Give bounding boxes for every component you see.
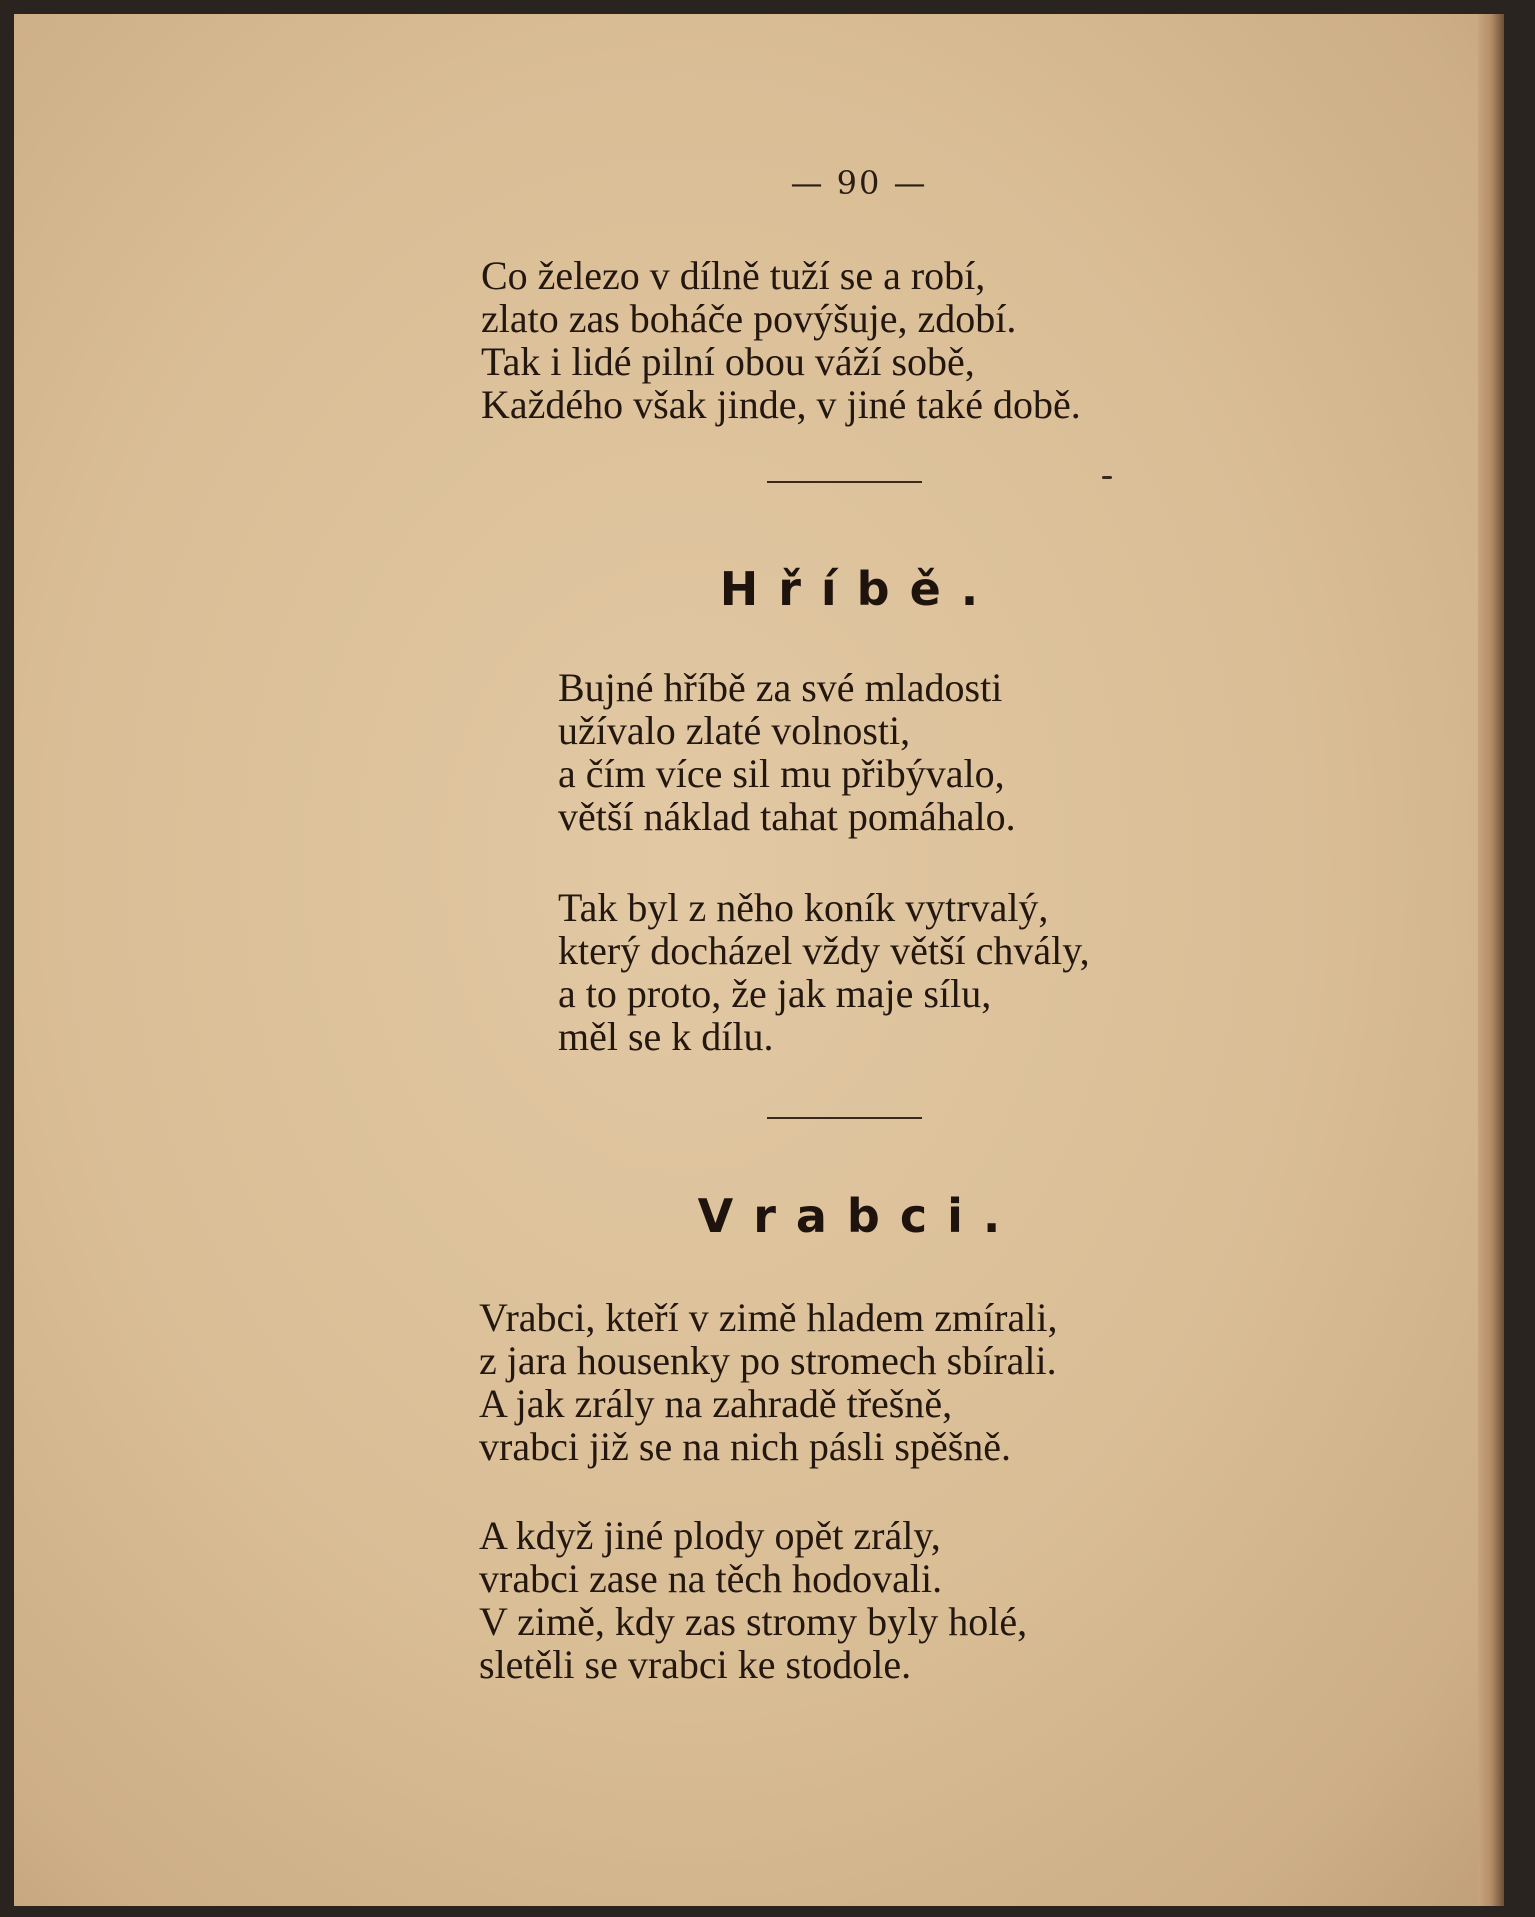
poem-line: který docházel vždy větší chvály, — [558, 928, 1090, 973]
poem-line: větší náklad tahat pomáhalo. — [558, 794, 1016, 839]
ink-speck — [1102, 476, 1112, 479]
poem-title-vrabci: Vrabci. — [697, 1189, 1021, 1243]
hribe-stanza-1 — [558, 666, 1016, 838]
poem-line: užívalo zlaté volnosti, — [558, 708, 911, 753]
poem-end-stanza — [481, 254, 1081, 426]
poem-line: zlato zas boháče povýšuje, zdobí. — [481, 296, 1017, 341]
poem-line: Tak byl z něho koník vytrvalý, — [558, 885, 1049, 930]
poem-line: A když jiné plody opět zrály, — [479, 1513, 941, 1558]
poem-line: Co železo v dílně tuží se a robí, — [481, 253, 986, 298]
poem-title-hribe: Hříbě. — [719, 562, 999, 616]
poem-line: a to proto, že jak maje sílu, — [558, 971, 992, 1016]
poem-line: Bujné hříbě za své mladosti — [558, 665, 1003, 710]
poem-line: Vrabci, kteří v zimě hladem zmírali, — [479, 1295, 1058, 1340]
book-page — [14, 14, 1504, 1906]
poem-line: z jara housenky po stromech sbírali. — [479, 1338, 1057, 1383]
poem-line: V zimě, kdy zas stromy byly holé, — [479, 1599, 1028, 1644]
poem-line: A jak zrály na zahradě třešně, — [479, 1381, 953, 1426]
poem-line: vrabci již se na nich pásli spěšně. — [479, 1424, 1012, 1469]
section-divider — [767, 481, 922, 483]
poem-line: vrabci zase na těch hodovali. — [479, 1556, 943, 1601]
poem-line: a čím více sil mu přibývalo, — [558, 751, 1005, 796]
page-spine-shadow — [1478, 14, 1504, 1906]
poem-line: Každého však jinde, v jiné také době. — [481, 382, 1081, 427]
vrabci-stanza-1 — [479, 1296, 1057, 1468]
poem-line: měl se k dílu. — [558, 1014, 774, 1059]
poem-line: sletěli se vrabci ke stodole. — [479, 1642, 912, 1687]
page-number: — 90 — — [790, 164, 928, 202]
section-divider — [767, 1117, 922, 1119]
vrabci-stanza-2 — [479, 1514, 1027, 1686]
hribe-stanza-2 — [558, 886, 1090, 1058]
poem-line: Tak i lidé pilní obou váží sobě, — [481, 339, 975, 384]
